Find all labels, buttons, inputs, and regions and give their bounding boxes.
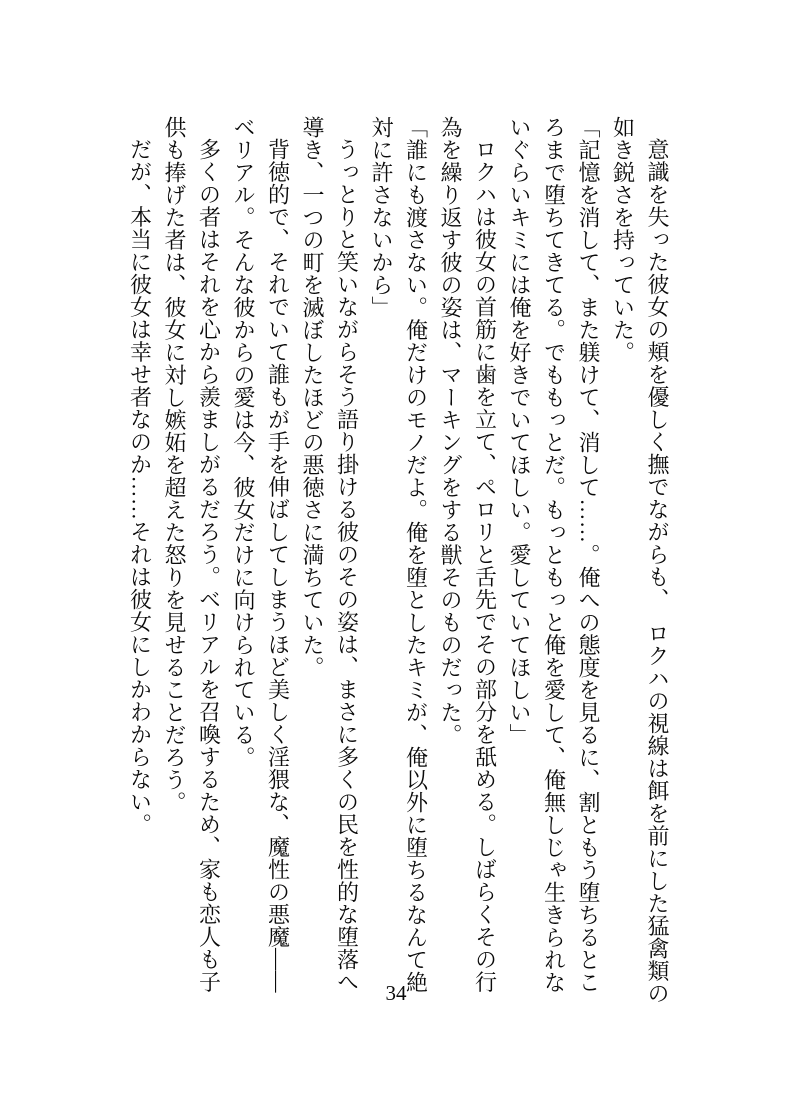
text-line: 如き鋭さを持っていた。 <box>610 116 636 364</box>
text-line: 背徳的で、それでいて誰もが手を伸ばしてしまうほど美しく淫猥な、魔性の悪魔―― <box>265 138 291 993</box>
text-line: 「誰にも渡さない。俺だけのモノだよ。俺を堕としたキミが、俺以外に堕ちるなんて絶 <box>403 116 429 994</box>
text-line: ろまで堕ちてきてる。でももっとだ。もっともっと俺を愛して、俺無しじゃ生きられな <box>541 116 567 994</box>
text-line: 導き、一つの町を滅ぼしたほどの悪徳さに満ちていた。 <box>300 116 325 679</box>
text-line: 供も捧げた者は、彼女に対し嫉妬を超えた怒りを見せることだろう。 <box>162 116 187 814</box>
text-line: 対に許さないから」 <box>369 116 394 319</box>
text-line: 多くの者はそれを心から羨ましがるだろう。ベリアルを召喚するため、家も恋人も子 <box>196 138 222 993</box>
text-line: 為を繰り返す彼の姿は、マーキングをする獣そのものだった。 <box>438 116 463 746</box>
text-line: 意識を失った彼女の頬を優しく撫でながらも、 ロクハの視線は餌を前にした猛禽類の <box>645 138 670 1005</box>
page-number: 34 <box>385 981 407 1005</box>
text-line: だが、本当に彼女は幸せ者なのか……それは彼女にしかわからない。 <box>127 138 153 836</box>
vertical-text-block <box>122 116 674 1016</box>
text-line: ロクハは彼女の首筋に歯を立て、ペロリと舌先でその部分を舐める。しばらくその行 <box>472 138 498 993</box>
text-line: 「記憶を消して、また躾けて、消して……。俺への態度を見るに、割ともう堕ちるとこ <box>576 116 601 994</box>
text-line: いぐらいキミには俺を好きでいてほしい。愛していてほしい」 <box>507 116 532 746</box>
text-line: ベリアル。そんな彼からの愛は今、彼女だけに向けられている。 <box>231 116 256 769</box>
text-line: うっとりと笑いながらそう語り掛ける彼のその姿は、まさに多くの民を性的な堕落へ <box>334 138 360 993</box>
